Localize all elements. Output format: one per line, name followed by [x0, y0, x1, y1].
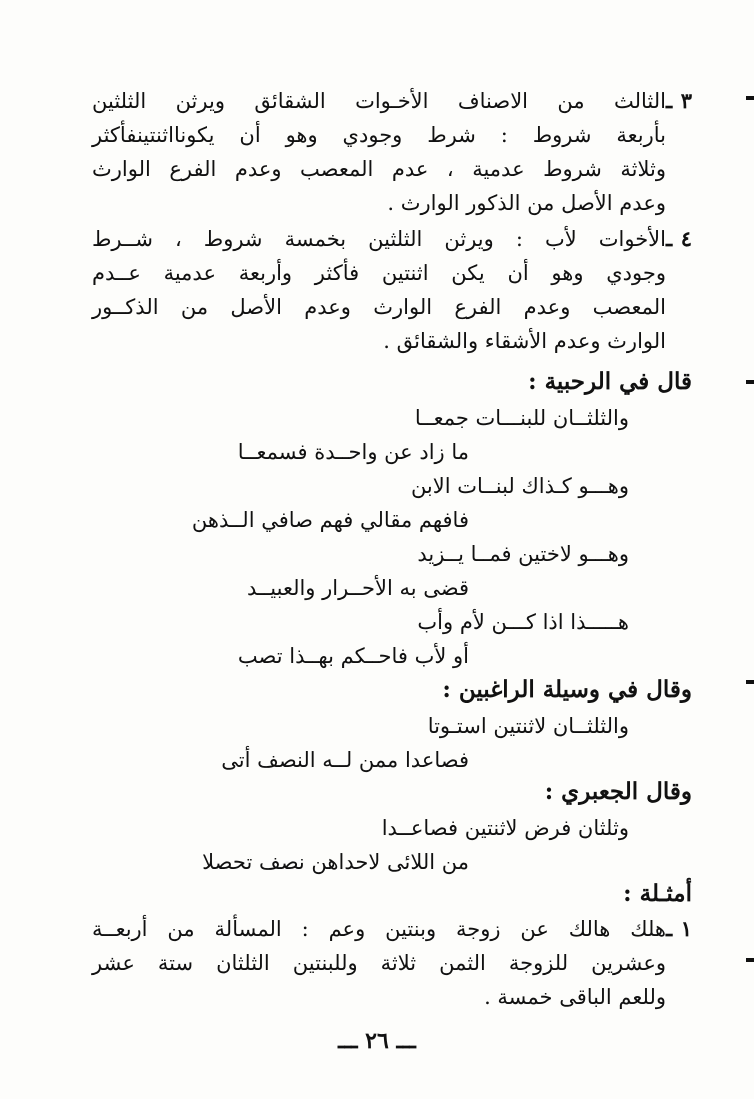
paragraph-item-4: [92, 222, 692, 358]
verse-first-half: وهـــو كـذاك لبنــات الابن: [410, 474, 629, 498]
scan-mark: [746, 958, 754, 962]
paragraph-item-3: [92, 84, 692, 220]
verse-second-half: فافهم مقالي فهم صافي الــذهن: [191, 508, 469, 532]
item-number: ١ ـ: [666, 916, 692, 941]
text-line: الوارث وعدم الأشقاء والشقائق .: [383, 329, 666, 353]
verse-first-half: والثلثــان للبنـــات جمعــا: [414, 406, 629, 430]
paragraph-example-1: [92, 912, 692, 1014]
page-number: ـــ ٢٦ ـــ: [338, 1028, 416, 1054]
scan-mark: [746, 380, 754, 384]
section-heading: قال في الرحبية :: [528, 368, 692, 395]
item-number: ٣ ـ: [666, 88, 692, 113]
text-line: ٣ ـالثالث من الاصناف الأخـوات الشقائق ويرثن الثلثين: [92, 84, 692, 118]
text-line: وجودي وهو أن يكن اثنتين فأكثر وأربعة عدمية عــدم: [92, 261, 666, 285]
verse-second-half: فصاعدا ممن لــه النصف أتى: [221, 748, 469, 772]
verse-second-half: من اللائى لاحداهن نصف تحصلا: [202, 850, 469, 874]
section-heading: وقال الجعبري :: [544, 778, 692, 805]
verse-first-half: والثلثــان لاثنتين استـوتا: [427, 714, 629, 738]
text-line: وعدم الأصل من الذكور الوارث .: [387, 191, 666, 215]
verse-second-half: ما زاد عن واحــدة فسمعــا: [237, 440, 469, 464]
text-line: بأربعة شروط : شرط وجودي وهو أن يكونااثنتينفأكثر: [92, 123, 666, 147]
verse-second-half: أو لأب فاحــكم بهــذا تصب: [237, 644, 469, 668]
text-line: ٤ ـالأخوات لأب : ويرثن الثلثين بخمسة شروط ، شــرط: [92, 222, 692, 256]
item-number: ٤ ـ: [666, 226, 692, 251]
text-line: المعصب وعدم الفرع الوارث وعدم الأصل من الذكــور: [92, 295, 666, 319]
text-line: وعشرين للزوجة الثمن ثلاثة وللبنتين الثلثان ستة عشر: [92, 951, 666, 975]
text-line: وثلاثة شروط عدمية ، عدم المعصب وعدم الفرع الوارث: [92, 157, 666, 181]
verse-first-half: وهـــو لاختين فمــا يــزيد: [417, 542, 629, 566]
verse-first-half: وثلثان فرض لاثنتين فصاعــدا: [381, 816, 629, 840]
section-heading: وقال في وسيلة الراغبين :: [442, 676, 692, 703]
text-line: ١ ـهلك هالك عن زوجة وبنتين وعم : المسألة من أربعــة: [92, 912, 692, 946]
examples-heading: أمثـلة :: [623, 880, 692, 907]
verse-second-half: قضى به الأحــرار والعبيــد: [246, 576, 469, 600]
text-line: وللعم الباقى خمسة .: [484, 985, 666, 1009]
scan-mark: [746, 680, 754, 684]
scan-mark: [746, 96, 754, 100]
verse-first-half: هـــــذا اذا كـــن لأم وأب: [417, 610, 629, 634]
